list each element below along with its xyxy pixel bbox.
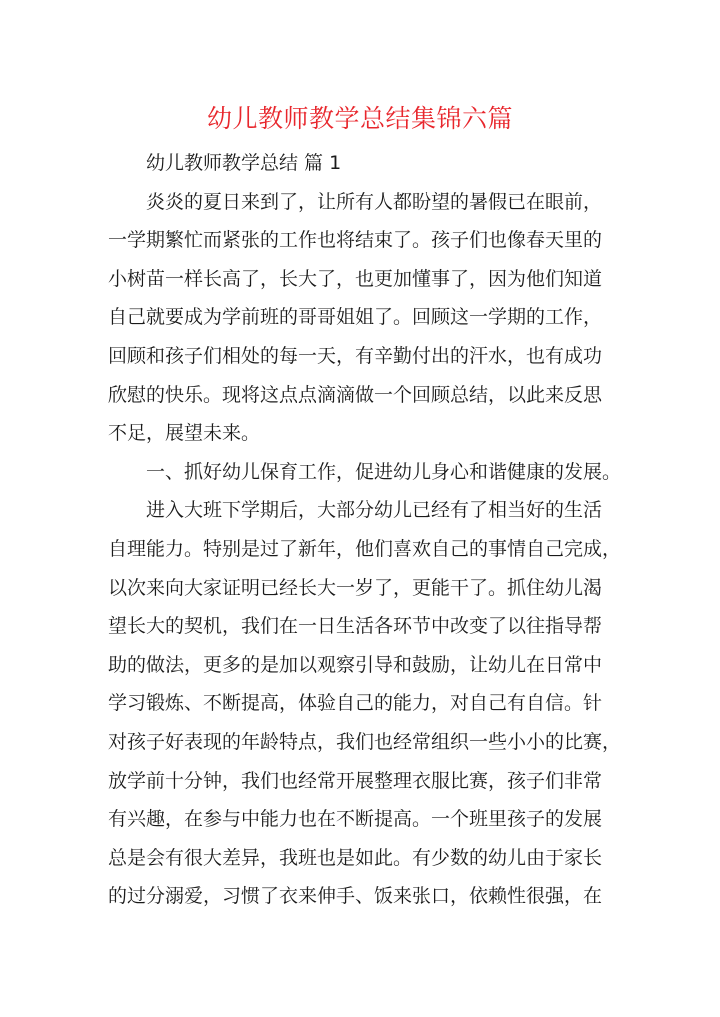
document-title: 幼儿教师教学总结集锦六篇 — [206, 104, 513, 133]
document-body — [108, 144, 622, 916]
paragraph-line: 进入大班下学期后，大部分幼儿已经有了相当好的生活 — [146, 499, 603, 522]
paragraph-line: 以次来向大家证明已经长大一岁了，更能干了。抓住幼儿渴 — [108, 576, 603, 599]
paragraph-line: 自理能力。特别是过了新年，他们喜欢自己的事情自己完成， — [108, 537, 622, 560]
paragraph-line: 望长大的契机，我们在一日生活各环节中改变了以往指导帮 — [108, 615, 603, 638]
paragraph-line: 有兴趣，在参与中能力也在不断提高。一个班里孩子的发展 — [108, 808, 603, 831]
paragraph-line: 自己就要成为学前班的哥哥姐姐了。回顾这一学期的工作， — [108, 306, 603, 329]
paragraph-line: 的过分溺爱，习惯了衣来伸手、饭来张口，依赖性很强，在 — [108, 885, 603, 908]
paragraph-line: 对孩子好表现的年龄特点，我们也经常组织一些小小的比赛， — [108, 730, 622, 753]
paragraph-line: 小树苗一样长高了，长大了，也更加懂事了，因为他们知道 — [108, 267, 603, 290]
paragraph-line: 回顾和孩子们相处的每一天，有辛勤付出的汗水，也有成功 — [108, 344, 603, 367]
paragraph-line: 炎炎的夏日来到了，让所有人都盼望的暑假已在眼前， — [146, 190, 603, 213]
paragraph-line: 助的做法，更多的是加以观察引导和鼓励，让幼儿在日常中 — [108, 653, 603, 676]
paragraph-line: 一学期繁忙而紧张的工作也将结束了。孩子们也像春天里的 — [108, 229, 603, 252]
subsection-heading: 一、抓好幼儿保育工作，促进幼儿身心和谐健康的发展。 — [146, 460, 622, 483]
paragraph-line: 放学前十分钟，我们也经常开展整理衣服比赛，孩子们非常 — [108, 769, 603, 792]
paragraph-line: 学习锻炼、不断提高，体验自己的能力，对自己有自信。针 — [108, 692, 603, 715]
paragraph-line: 不足，展望未来。 — [108, 422, 261, 445]
section-heading: 幼儿教师教学总结 篇 1 — [146, 152, 342, 174]
paragraph-line: 总是会有很大差异，我班也是如此。有少数的幼儿由于家长 — [108, 846, 603, 869]
paragraph-line: 欣慰的快乐。现将这点点滴滴做一个回顾总结，以此来反思 — [108, 383, 603, 406]
